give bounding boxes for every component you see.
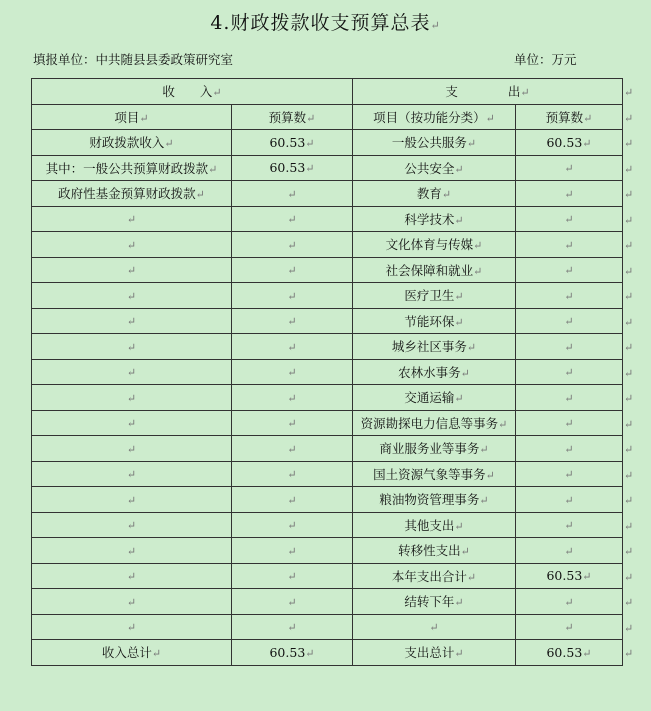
row-end-mark: ↵ <box>624 570 634 584</box>
expense-item-cell: 交通运输↵ <box>353 385 516 411</box>
expense-item-cell: 转移性支出↵ <box>353 538 516 564</box>
row-end-mark: ↵ <box>624 315 634 329</box>
expense-budget-cell: ↵ <box>516 487 623 513</box>
table-row <box>32 589 623 615</box>
expense-budget-cell: ↵ <box>516 181 623 207</box>
income-item-cell: ↵ <box>32 308 232 334</box>
page-title: 4.财政拨款收支预算总表↵ <box>210 12 441 34</box>
table-row <box>32 487 623 513</box>
row-end-mark: ↵ <box>624 647 634 660</box>
income-item-cell: ↵ <box>32 461 232 487</box>
expense-budget-cell: ↵ <box>516 436 623 462</box>
expense-item-cell: 农林水事务↵ <box>353 359 516 385</box>
expense-budget-cell: ↵ <box>516 232 623 258</box>
income-budget-cell: ↵ <box>232 232 353 258</box>
expense-item-cell: 其他支出↵ <box>353 512 516 538</box>
expense-item-cell: 本年支出合计↵ <box>353 563 516 589</box>
table-row <box>32 308 623 334</box>
income-item-cell: ↵ <box>32 563 232 589</box>
expense-total-value: 60.53↵ <box>516 640 623 666</box>
row-end-mark: ↵ <box>624 290 634 303</box>
income-item-cell: ↵ <box>32 283 232 309</box>
expense-item-cell: 城乡社区事务↵ <box>353 334 516 360</box>
expense-budget-cell: ↵ <box>516 283 623 309</box>
expense-budget-cell: ↵ <box>516 257 623 283</box>
income-budget-cell: ↵ <box>232 461 353 487</box>
income-budget-cell: ↵ <box>232 385 353 411</box>
income-item-cell: ↵ <box>32 232 232 258</box>
table-row <box>32 410 623 436</box>
income-item-cell: ↵ <box>32 538 232 564</box>
table-row <box>32 614 623 640</box>
income-item-cell: ↵ <box>32 436 232 462</box>
row-end-mark: ↵ <box>624 468 634 482</box>
income-item-cell: 其中：一般公共预算财政拨款↵ <box>32 155 232 181</box>
expense-item-cell: 公共安全↵ <box>353 155 516 181</box>
income-section-header: 收 入↵ <box>32 79 353 105</box>
row-end-mark: ↵ <box>624 341 634 354</box>
table-row <box>32 283 623 309</box>
income-budget-cell: ↵ <box>232 512 353 538</box>
table-row <box>32 206 623 232</box>
row-end-mark: ↵ <box>624 239 634 252</box>
expense-total-label: 支出总计↵ <box>353 640 516 666</box>
income-item-cell: ↵ <box>32 385 232 411</box>
table-row <box>32 181 623 207</box>
expense-item-cell: 结转下年↵ <box>353 589 516 615</box>
income-budget-cell: ↵ <box>232 283 353 309</box>
totals-row <box>32 640 623 666</box>
row-end-mark: ↵ <box>624 162 634 176</box>
expense-item-header: 项目（按功能分类）↵ <box>353 104 516 130</box>
expense-budget-cell: ↵ <box>516 512 623 538</box>
expense-item-cell: 医疗卫生↵ <box>353 283 516 309</box>
income-item-cell: ↵ <box>32 334 232 360</box>
income-item-cell: ↵ <box>32 257 232 283</box>
row-end-mark: ↵ <box>624 366 634 380</box>
expense-item-cell: ↵ <box>353 614 516 640</box>
income-budget-cell: ↵ <box>232 589 353 615</box>
row-end-mark: ↵ <box>624 86 634 99</box>
expense-budget-cell: ↵ <box>516 359 623 385</box>
income-budget-cell: ↵ <box>232 334 353 360</box>
income-budget-cell: ↵ <box>232 538 353 564</box>
table-row <box>32 232 623 258</box>
expense-item-cell: 社会保障和就业↵ <box>353 257 516 283</box>
expense-budget-cell: ↵ <box>516 538 623 564</box>
table-row <box>32 385 623 411</box>
income-item-cell: 财政拨款收入↵ <box>32 130 232 156</box>
expense-item-cell: 商业服务业等事务↵ <box>353 436 516 462</box>
row-end-mark: ↵ <box>624 213 634 227</box>
expense-item-cell: 科学技术↵ <box>353 206 516 232</box>
income-budget-cell: ↵ <box>232 257 353 283</box>
table-row <box>32 130 623 156</box>
row-end-mark: ↵ <box>624 188 634 201</box>
row-end-mark: ↵ <box>624 519 634 533</box>
expense-budget-cell: ↵ <box>516 410 623 436</box>
income-budget-cell: 60.53↵ <box>232 155 353 181</box>
table-row <box>32 436 623 462</box>
expense-item-cell: 资源勘探电力信息等事务↵ <box>353 410 516 436</box>
expense-item-cell: 一般公共服务↵ <box>353 130 516 156</box>
income-item-cell: ↵ <box>32 589 232 615</box>
income-budget-cell: ↵ <box>232 206 353 232</box>
income-item-header: 项目↵ <box>32 104 232 130</box>
column-header-row <box>32 104 623 130</box>
table-row <box>32 512 623 538</box>
income-item-cell: ↵ <box>32 487 232 513</box>
expense-section-header: 支 出↵ <box>353 79 623 105</box>
expense-budget-cell: ↵ <box>516 385 623 411</box>
table-row <box>32 257 623 283</box>
income-item-cell: 政府性基金预算财政拨款↵ <box>32 181 232 207</box>
income-total-label: 收入总计↵ <box>32 640 232 666</box>
expense-item-cell: 教育↵ <box>353 181 516 207</box>
section-header-row <box>32 79 623 105</box>
income-item-cell: ↵ <box>32 359 232 385</box>
income-budget-cell: ↵ <box>232 436 353 462</box>
expense-item-cell: 文化体育与传媒↵ <box>353 232 516 258</box>
income-item-cell: ↵ <box>32 206 232 232</box>
income-budget-cell: ↵ <box>232 563 353 589</box>
expense-budget-cell: ↵ <box>516 155 623 181</box>
expense-budget-cell: ↵ <box>516 614 623 640</box>
income-budget-cell: ↵ <box>232 359 353 385</box>
row-end-mark: ↵ <box>624 494 634 507</box>
row-end-mark: ↵ <box>624 137 634 150</box>
row-end-mark: ↵ <box>624 443 634 456</box>
table-row <box>32 359 623 385</box>
table-row <box>32 538 623 564</box>
expense-budget-cell: 60.53↵ <box>516 130 623 156</box>
income-item-cell: ↵ <box>32 614 232 640</box>
expense-budget-cell: ↵ <box>516 589 623 615</box>
income-budget-cell: 60.53↵ <box>232 130 353 156</box>
expense-budget-cell: 60.53↵ <box>516 563 623 589</box>
row-end-mark: ↵ <box>624 596 634 609</box>
table-row <box>32 334 623 360</box>
budget-table-body <box>32 79 623 666</box>
budget-table <box>31 78 623 666</box>
currency-unit: 单位：万元 <box>514 52 577 67</box>
income-budget-cell: ↵ <box>232 308 353 334</box>
income-item-cell: ↵ <box>32 512 232 538</box>
expense-budget-cell: ↵ <box>516 461 623 487</box>
table-row <box>32 461 623 487</box>
income-item-cell: ↵ <box>32 410 232 436</box>
expense-item-cell: 节能环保↵ <box>353 308 516 334</box>
table-row <box>32 155 623 181</box>
income-budget-cell: ↵ <box>232 181 353 207</box>
row-end-mark: ↵ <box>624 417 634 431</box>
row-end-mark: ↵ <box>624 545 634 558</box>
expense-budget-cell: ↵ <box>516 334 623 360</box>
filing-unit: 填报单位：中共随县县委政策研究室 <box>33 52 234 67</box>
income-budget-cell: ↵ <box>232 614 353 640</box>
expense-item-cell: 粮油物资管理事务↵ <box>353 487 516 513</box>
expense-item-cell: 国土资源气象等事务↵ <box>353 461 516 487</box>
row-end-mark: ↵ <box>624 392 634 405</box>
row-end-mark: ↵ <box>624 621 634 635</box>
row-end-mark: ↵ <box>624 264 634 278</box>
income-budget-header: 预算数↵ <box>232 104 353 130</box>
expense-budget-cell: ↵ <box>516 308 623 334</box>
row-end-mark: ↵ <box>624 111 634 125</box>
income-budget-cell: ↵ <box>232 410 353 436</box>
expense-budget-header: 预算数↵ <box>516 104 623 130</box>
expense-budget-cell: ↵ <box>516 206 623 232</box>
income-total-value: 60.53↵ <box>232 640 353 666</box>
income-budget-cell: ↵ <box>232 487 353 513</box>
table-row <box>32 563 623 589</box>
